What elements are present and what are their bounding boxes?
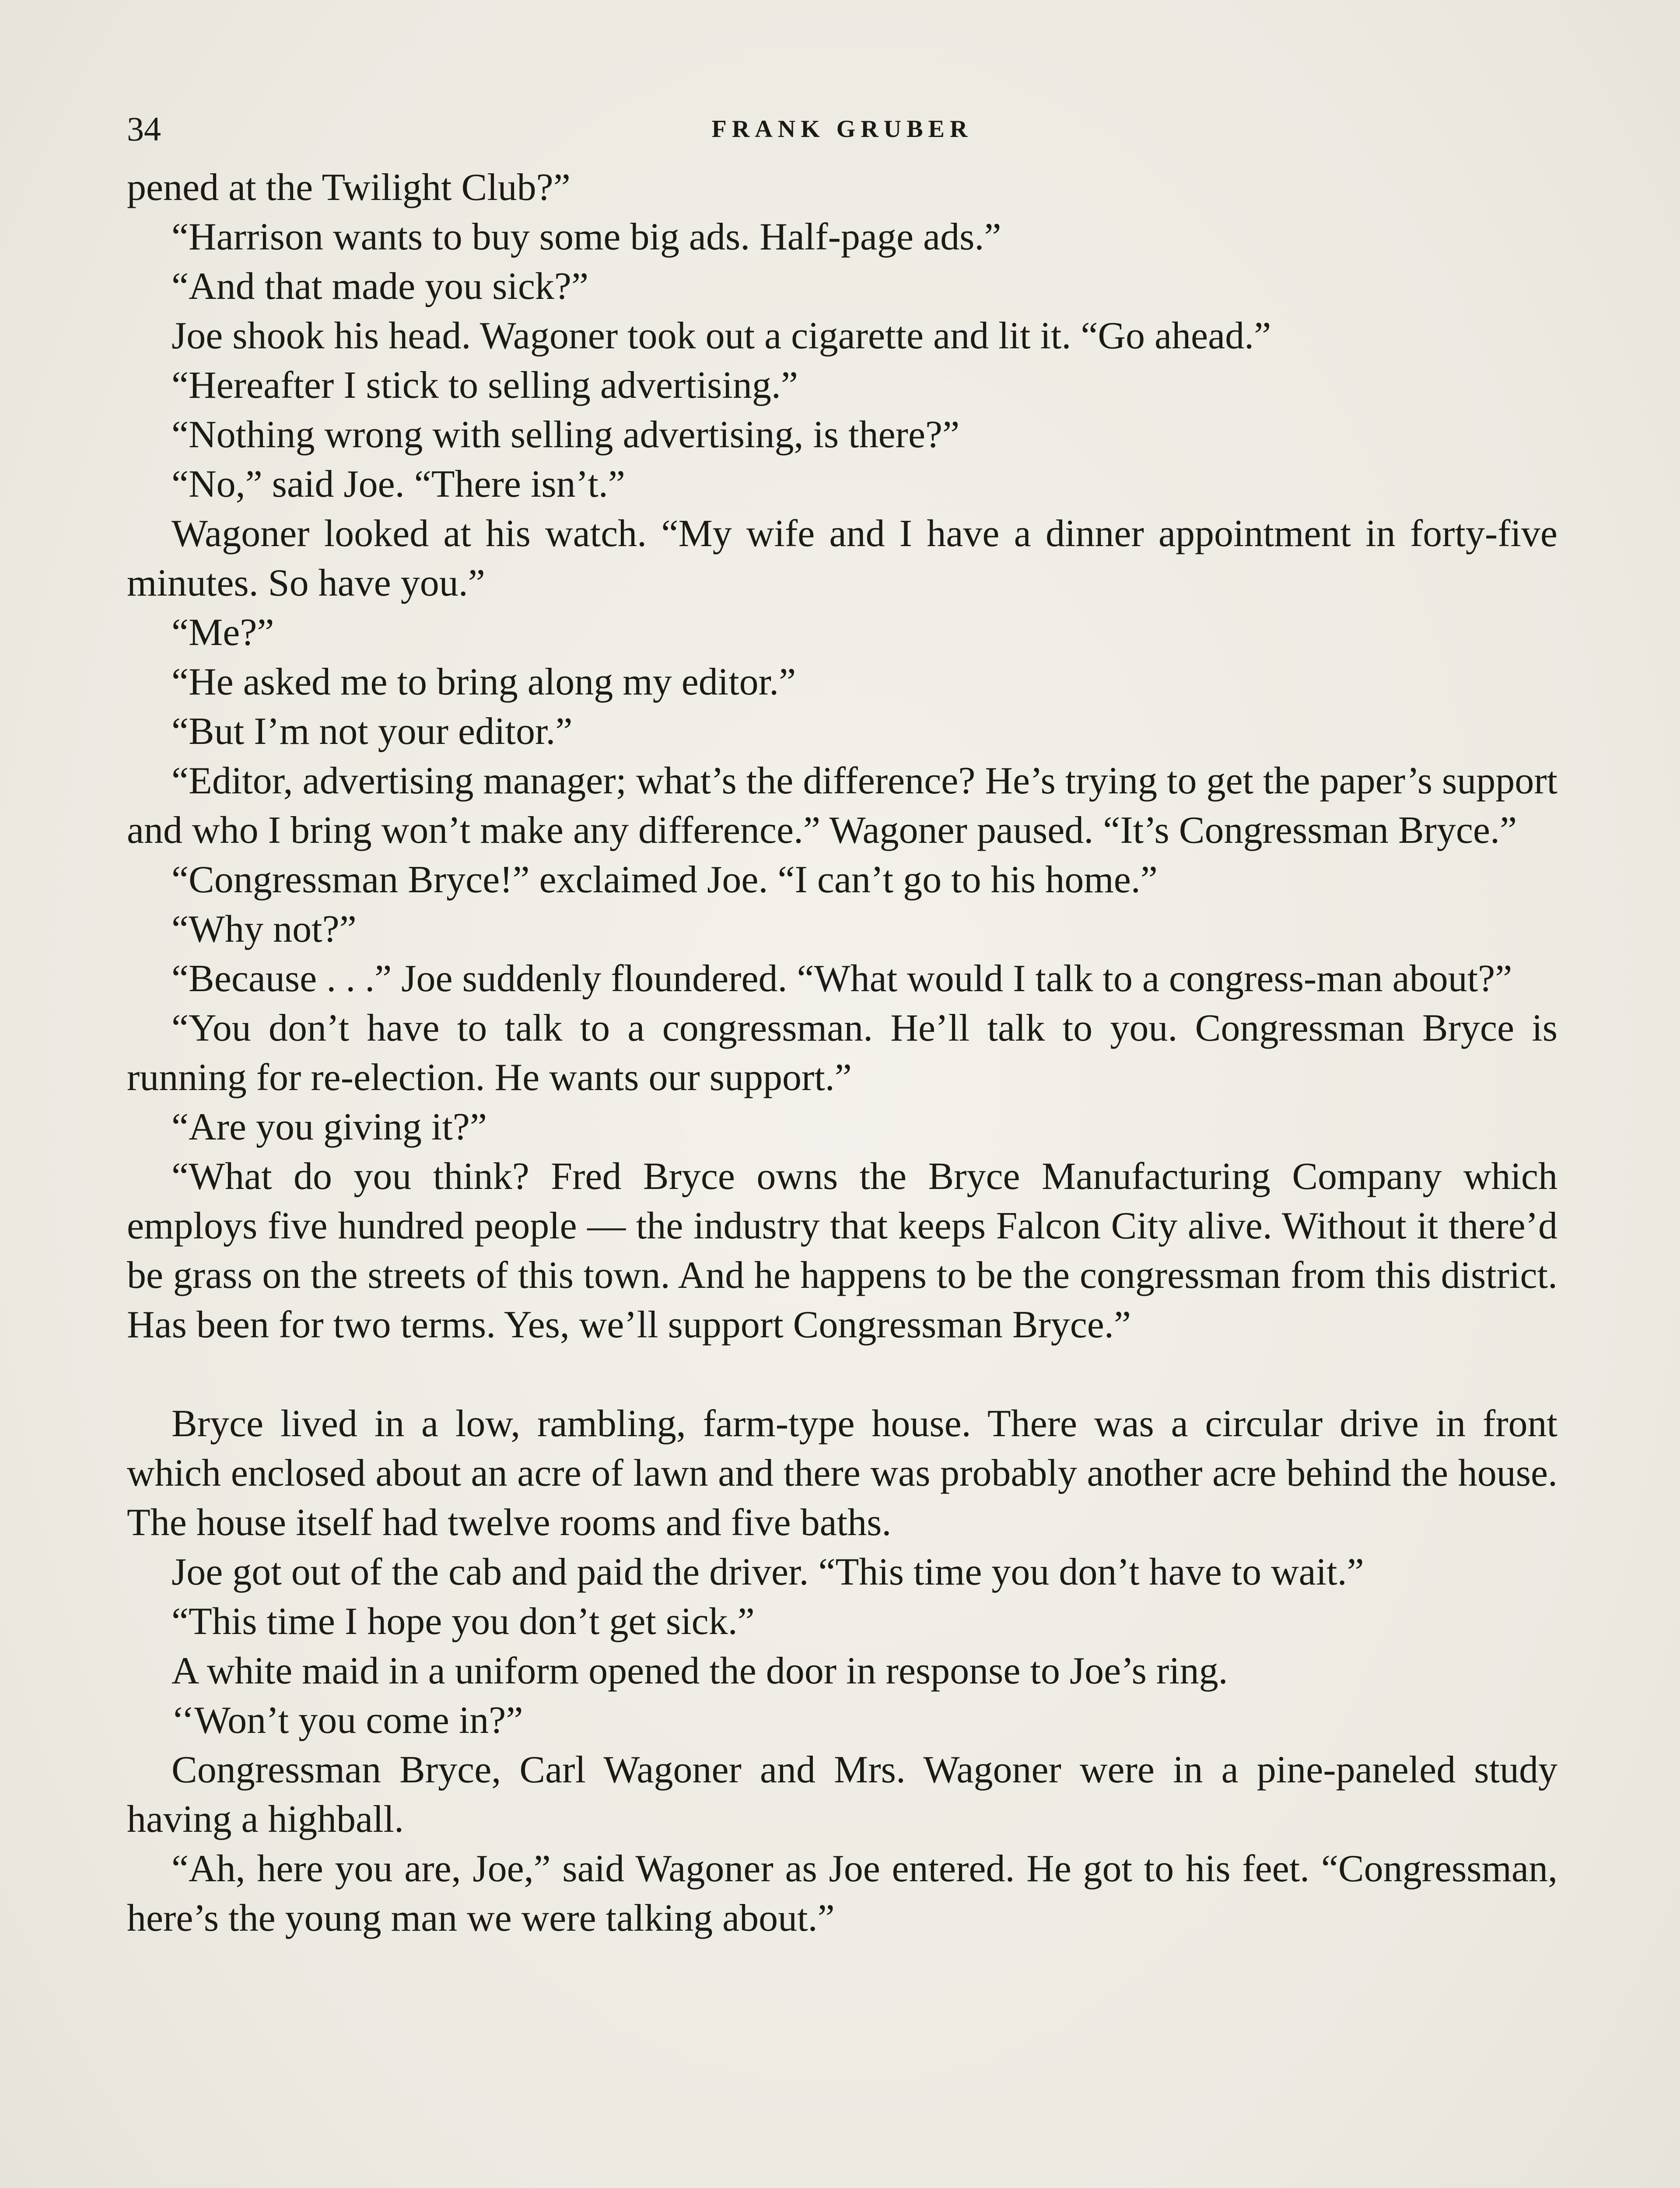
paragraph: “Are you giving it?” — [172, 1106, 487, 1148]
paragraph: Bryce lived in a low, rambling, farm-type house. There was a circular drive in front which enclosed about an acre of lawn and there was probably another acre behind the house. The house itself had twelve rooms and five baths. — [127, 1403, 1558, 1544]
paragraph: Joe shook his head. Wagoner took out a cigarette and lit it. “Go ahead.” — [172, 315, 1271, 357]
section-break — [127, 1350, 1558, 1399]
paragraph: “Harrison wants to buy some big ads. Half-page ads.” — [172, 216, 1001, 258]
paragraph: “Me?” — [172, 611, 274, 654]
paragraph: “He asked me to bring along my editor.” — [172, 661, 796, 703]
paragraph: “Hereafter I stick to selling advertising.” — [172, 364, 798, 407]
paragraph: Wagoner looked at his watch. “My wife and I have a dinner appointment in forty-five minutes. So have you.” — [127, 512, 1558, 604]
paragraph: ‘‘Won’t you come in?” — [172, 1699, 523, 1742]
paragraph: “Ah, here you are, Joe,” said Wagoner as Joe entered. He got to his feet. “Congressman, here’s the young man we were talking about.” — [127, 1848, 1558, 1939]
paragraph: Congressman Bryce, Carl Wagoner and Mrs. Wagoner were in a pine-paneled study having a highball. — [127, 1749, 1558, 1841]
paragraph: “Why not?” — [172, 908, 357, 950]
paragraph: pened at the Twilight Club?” — [127, 166, 570, 209]
page-number: 34 — [127, 110, 161, 148]
page-header — [127, 105, 1558, 153]
paragraph: “What do you think? Fred Bryce owns the Bryce Manufacturing Company which employs five hundred people — the industry that keeps Falcon City alive. Without it there’d be grass on the streets of this town. And he happens to be the congressman from this district. Has been for two terms. Yes, we’ll support Congressman Bryce.” — [127, 1155, 1558, 1346]
paragraph: “And that made you sick?” — [172, 265, 589, 308]
paragraph: “Congressman Bryce!” exclaimed Joe. “I can’t go to his home.” — [172, 859, 1158, 901]
paragraph: “No,” said Joe. “There isn’t.” — [172, 463, 625, 505]
paragraph: A white maid in a uniform opened the door in response to Joe’s ring. — [172, 1650, 1228, 1692]
paragraph: “But I’m not your editor.” — [172, 710, 573, 753]
running-head-author: FRANK GRUBER — [711, 116, 973, 143]
body-text — [127, 163, 1558, 1943]
paragraph: “Editor, advertising manager; what’s the difference? He’s trying to get the paper’s support and who I bring won’t make any difference.” Wagoner paused. “It’s Congressman Bryce.” — [127, 760, 1558, 852]
paragraph: “Because . . .” Joe suddenly floundered. “What would I talk to a congress-man about?” — [172, 957, 1512, 1000]
paragraph: “You don’t have to talk to a congressman. He’ll talk to you. Congressman Bryce is running for re-election. He wants our support.” — [127, 1007, 1558, 1099]
paragraph: “Nothing wrong with selling advertising, is there?” — [172, 414, 960, 456]
paragraph: Joe got out of the cab and paid the driver. “This time you don’t have to wait.” — [172, 1551, 1364, 1593]
paragraph: “This time I hope you don’t get sick.” — [172, 1600, 755, 1643]
